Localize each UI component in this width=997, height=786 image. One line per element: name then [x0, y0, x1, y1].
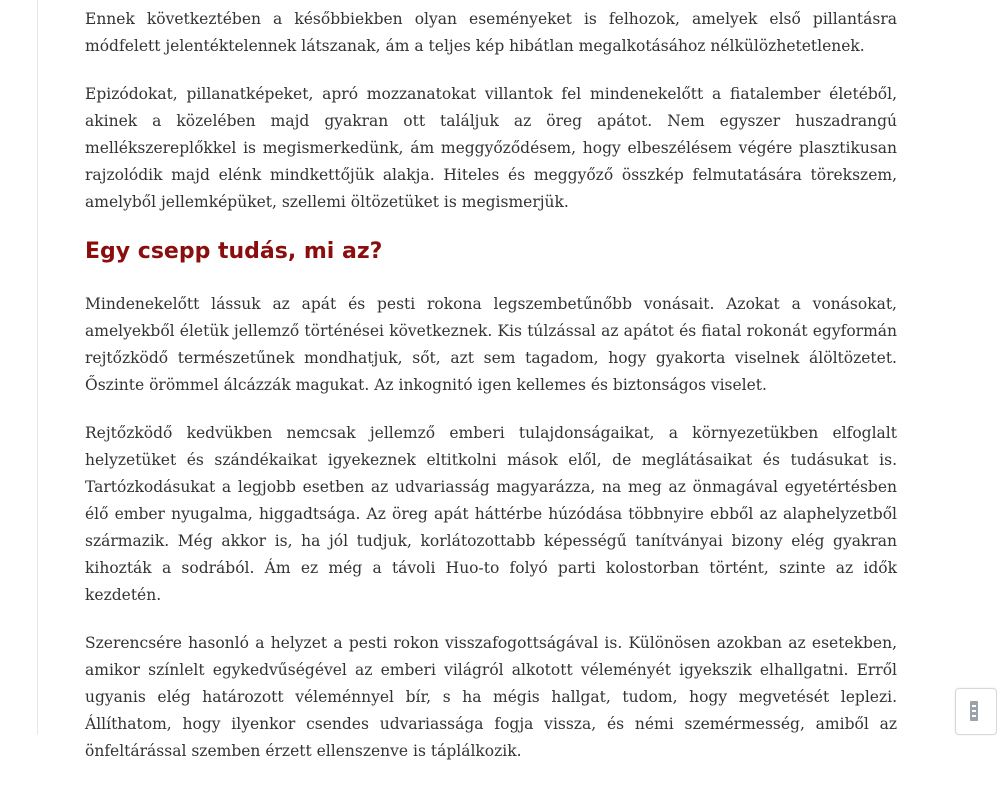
article-body [85, 6, 897, 786]
paragraph-2: Epizódokat, pillanatképeket, apró mozzanatokat villantok fel mindenekelőtt a fiatalember életéből, akinek a közelében majd gyakran ott találjuk az öreg apátot. Nem egyszer huszadrangú mellékszereplőkkel is megismerkedünk, ám meggyőződésem, hogy elbeszélésem végére plasztikusan rajzolódik majd elénk mindkettőjük alakja. Hiteles és meggyőző összkép felmutatására törekszem, amelyből jellemképüket, szellemi öltözetüket is megismerjük. [85, 85, 897, 211]
left-divider [37, 0, 38, 735]
document-icon [970, 701, 978, 721]
paragraph-3: Mindenekelőtt lássuk az apát és pesti rokona legszembetűnőbb vonásait. Azokat a vonásokat, amelyekből életük jellemző történései következnek. Kis túlzással az apátot és fiatal rokonát egyformán rejtőzködő természetűnek mondhatjuk, sőt, azt sem tagadom, hogy gyakorta viselnek álöltözetet. Őszinte örömmel álcázzák magukat. Az inkognitó igen kellemes és biztonságos viselet. [85, 295, 897, 394]
paragraph-4: Rejtőzködő kedvükben nemcsak jellemző emberi tulajdonságaikat, a környezetükben elfoglalt helyzetüket és szándékaikat igyekeznek eltitkolni mások elől, de meglátásaikat és tudásukat is. Tartózkodásukat a legjobb esetben az udvariasság magyarázza, na meg az önmagával egyetértésben élő ember nyugalma, higgadtsága. Az öreg apát háttérbe húzódása többnyire ebből az alaphelyzetből származik. Még akkor is, ha jól tudjuk, korlátozottabb képességű tanítványai bizony elég gyakran kihozták a sodrából. Ám ez még a távoli Huo-to folyó parti kolostorban történt, szinte az idők kezdetén. [85, 424, 897, 604]
side-widget-button[interactable] [955, 688, 997, 735]
section-heading: Egy csepp tudás, mi az? [85, 239, 383, 264]
paragraph-5: Szerencsére hasonló a helyzet a pesti rokon visszafogottságával is. Különösen azokban az esetekben, amikor színlelt egykedvűségével az emberi világról alkotott véleményét igyekszik elhallgatni. Erről ugyanis elég határozott véleménnyel bír, s ha mégis hallgat, tudom, hogy megvetését leplezi. Állíthatom, hogy ilyenkor csendes udvariassága fogja vissza, és némi szemérmesség, amiből az önfeltárással szemben érzett ellenszenve is táplálkozik. [85, 634, 897, 760]
paragraph-1: Ennek következtében a későbbiekben olyan eseményeket is felhozok, amelyek első pillantásra módfelett jelentéktelennek látszanak, ám a teljes kép hibátlan megalkotásához nélkülözhetetlenek. [85, 10, 897, 55]
